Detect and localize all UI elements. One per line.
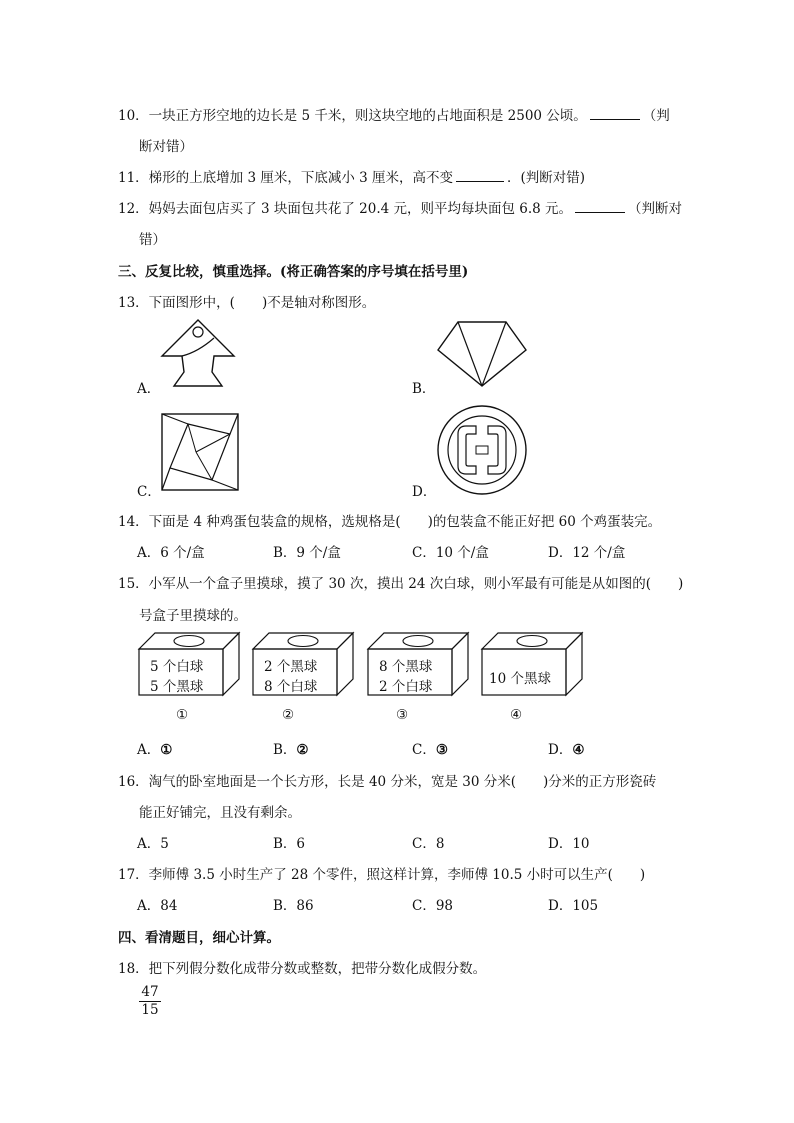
q14-option-c[interactable]: C．10 个/盒	[412, 545, 489, 561]
fraction-denominator: 15	[141, 1002, 159, 1018]
q13-option-d[interactable]: D．	[412, 484, 437, 500]
q13-option-b[interactable]: B．	[412, 381, 436, 397]
q12-text: 12．妈妈去面包店买了 3 块面包共花了 20.4 元，则平均每块面包 6.8 元。	[118, 201, 573, 217]
q15-option-a[interactable]	[137, 738, 172, 758]
q11-answer-blank[interactable]	[456, 169, 504, 182]
q11-tail: ．(判断对错)	[507, 170, 586, 186]
section-4-heading: 四、看清题目，细心计算。	[118, 930, 280, 946]
q14-option-b[interactable]: B．9 个/盒	[273, 545, 341, 561]
q16-line2: 能正好铺完，且没有剩余。	[139, 805, 301, 821]
q18-fraction	[139, 984, 161, 1018]
q16-option-b[interactable]: B．6	[273, 836, 306, 852]
box-3-number: ③	[396, 707, 409, 723]
fraction-numerator: 47	[139, 984, 161, 1002]
q12-tail: （判断对	[628, 201, 683, 217]
option-letter: D．	[548, 742, 573, 758]
box-1-number: ①	[176, 707, 189, 723]
q11-text: 11．梯形的上底增加 3 厘米，下底减小 3 厘米，高不变	[118, 170, 454, 186]
q13-figure-c	[160, 412, 240, 492]
q12-line2: 错）	[139, 232, 166, 248]
option-letter: A．	[137, 742, 161, 758]
q13-stem: 13．下面图形中，( )不是轴对称图形。	[118, 295, 376, 311]
box-1-line1: 5 个白球	[150, 659, 204, 675]
box-3-line1: 8 个黑球	[379, 659, 433, 675]
box-4-number: ④	[510, 707, 523, 723]
q16-option-d[interactable]: D．10	[548, 836, 590, 852]
section-3-heading: 三、反复比较，慎重选择。(将正确答案的序号填在括号里)	[118, 264, 469, 280]
q13-figure-a	[160, 318, 236, 390]
q15-option-b[interactable]	[273, 738, 309, 758]
box-2-number: ②	[282, 707, 295, 723]
q10-answer-blank[interactable]	[590, 107, 640, 120]
q17-option-d[interactable]: D．105	[548, 898, 599, 914]
box-drawing	[480, 631, 584, 697]
q15-line2: 号盒子里摸球的。	[139, 608, 247, 624]
q18-stem: 18．把下列假分数化成带分数或整数，把带分数化成假分数。	[118, 961, 487, 977]
box-2-line1: 2 个黑球	[264, 659, 318, 675]
q12-answer-blank[interactable]	[575, 200, 625, 213]
option-mark: ①	[160, 742, 173, 758]
q17-option-b[interactable]: B．86	[273, 898, 314, 914]
q13-figure-d	[436, 404, 528, 496]
q15-option-d[interactable]	[548, 738, 584, 758]
q16-line1: 16．淘气的卧室地面是一个长方形，长是 40 分米，宽是 30 分米( )分米的正方形瓷砖	[118, 774, 657, 790]
q13-figure-b	[436, 320, 528, 388]
q14-option-d[interactable]: D．12 个/盒	[548, 545, 626, 561]
q15-option-c[interactable]	[412, 738, 448, 758]
q10-tail: （判	[642, 108, 670, 124]
option-letter: B．	[273, 742, 297, 758]
q17-stem: 17．李师傅 3.5 小时生产了 28 个零件，照这样计算，李师傅 10.5 小时可以生产( )	[118, 867, 646, 883]
option-mark: ③	[435, 742, 448, 758]
box-3-line2: 2 个白球	[379, 679, 433, 695]
box-2-line2: 8 个白球	[264, 679, 318, 695]
q12-line1	[118, 197, 682, 217]
q10-text: 10．一块正方形空地的边长是 5 千米，则这块空地的占地面积是 2500 公顷。	[118, 108, 587, 124]
q16-option-a[interactable]: A．5	[137, 836, 169, 852]
box-4-line1: 10 个黑球	[489, 671, 551, 687]
q16-option-c[interactable]: C．8	[412, 836, 445, 852]
q14-option-a[interactable]: A．6 个/盒	[137, 545, 205, 561]
q13-option-c[interactable]: C．	[137, 484, 161, 500]
q11-line	[118, 166, 585, 186]
option-letter: C．	[412, 742, 436, 758]
q10-line1	[118, 104, 670, 124]
q14-stem: 14．下面是 4 种鸡蛋包装盒的规格，选规格是( )的包装盒不能正好把 60 个鸡蛋装完。	[118, 514, 662, 530]
q15-line1: 15．小军从一个盒子里摸球，摸了 30 次，摸出 24 次白球，则小军最有可能是从如图的( )	[118, 576, 684, 592]
option-mark: ④	[572, 742, 585, 758]
q17-option-c[interactable]: C．98	[412, 898, 454, 914]
q13-option-a[interactable]: A．	[137, 381, 161, 397]
q17-option-a[interactable]: A．84	[137, 898, 178, 914]
q10-line2: 断对错）	[139, 139, 193, 155]
box-1-line2: 5 个黑球	[150, 679, 204, 695]
option-mark: ②	[296, 742, 309, 758]
